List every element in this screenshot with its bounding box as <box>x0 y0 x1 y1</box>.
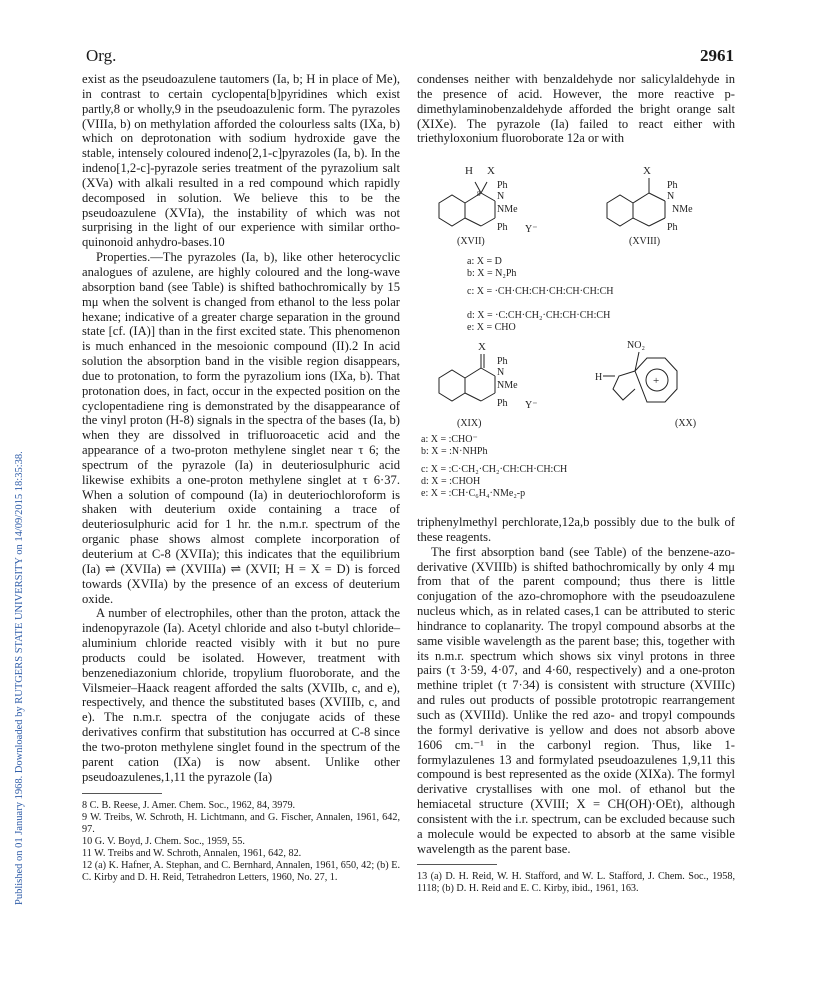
subst-a: a: X = D <box>467 256 502 267</box>
subst-a: a: X = :CHO⁻ <box>421 434 478 445</box>
footnote: 8 C. B. Reese, J. Amer. Chem. Soc., 1962, 84, 3979. <box>82 799 296 811</box>
subst-b: b: X = N₂Ph <box>467 268 517 279</box>
atom-x: X <box>487 165 495 177</box>
atom-nme: NMe <box>497 204 518 215</box>
right-column-top <box>417 72 735 146</box>
structures-svg <box>417 146 735 514</box>
atom-nme: NMe <box>672 204 693 215</box>
footnote: 12 (a) K. Hafner, A. Stephan, and C. Bernhard, Annalen, 1961, 650, 42; (b) E. C. Kirby and D. H. Reid, Tetrahedron Letters, 1960, No. 27, 1. <box>82 859 400 883</box>
atom-n: N <box>497 367 505 378</box>
subst-e: e: X = CHO <box>467 322 516 333</box>
atom-label: 8 <box>477 190 481 198</box>
footnote-rule <box>82 793 162 794</box>
benzene-ring-xvii <box>439 195 465 226</box>
journal-header: Org. <box>86 46 117 65</box>
atom-ph: Ph <box>667 180 678 191</box>
label-xviii: (XVIII) <box>629 236 661 247</box>
atom-nme: NMe <box>497 380 518 391</box>
footnote: 10 G. V. Boyd, J. Chem. Soc., 1959, 55. <box>82 835 245 847</box>
atom-ph: Ph <box>497 222 508 233</box>
benzene-ring-xix <box>439 370 465 401</box>
paragraph-electrophiles: A number of electrophiles, other than the proton, attack the indenopyrazole (Ia). Acetyl chloride and also t-butyl chloride–aluminium chloride reacted visibly with it but no pure products could be isolated. However, treatment with benzenediazonium chloride, tropylium fluoroborate, and the Vilsmeier–Haack reagent afforded the salts (XVIIb, c, and e), respectively, and thence the substituted bases (XVIIIb, c, and e). The n.m.r. spectra of the conjugate acids of these derivatives confirm that substitution has occurred at C-8 since the two-proton methylene singlet found in the spectrum of the parent cation (IXa) is now absent. Unlike other pseudoazulenes,1,11 the pyrazole (Ia) <box>82 606 400 784</box>
atom-no2: NO₂ <box>627 340 645 351</box>
subst-d: d: X = ·C:CH·CH₂·CH:CH·CH:CH <box>467 310 611 321</box>
label-xvii: (XVII) <box>457 236 485 247</box>
atom-ph: Ph <box>497 356 508 367</box>
footnote: 13 (a) D. H. Reid, W. H. Stafford, and W. L. Stafford, J. Chem. Soc., 1958, 1118; (b) D. H. Reid and E. C. Kirby, ibid., 1961, 163. <box>417 871 735 895</box>
footnote-rule <box>417 864 497 865</box>
atom-n: N <box>667 191 675 202</box>
paragraph-condenses: condenses neither with benzaldehyde nor salicylaldehyde in the presence of acid. However, the more reactive p-dimethylaminobenzaldehyde afforded the bright orange salt (XIXe). The pyrazole (Ia) failed to react either with triethyloxonium fluoroborate 12a or with <box>417 72 735 146</box>
footnote: 9 W. Treibs, W. Schroth, H. Lichtmann, and G. Fischer, Annalen, 1961, 642, 97. <box>82 811 400 835</box>
atom-n: N <box>497 191 505 202</box>
atom-ph: Ph <box>497 180 508 191</box>
atom-x: X <box>643 165 651 177</box>
atom-ph: Ph <box>497 398 508 409</box>
paragraph-tautomers: exist as the pseudoazulene tautomers (Ia, b; H in place of Me), in contrast to certain cyclopenta[b]pyridines which exist partly,8 or wholly,9 in the pseudoazulenic form. The pyrazoles (VIIIa, b) on methylation afforded the colourless salts (IXa, b) which on deprotonation with sodium hydroxide gave the stable, intensely coloured indeno[2,1-c]pyrazoles (Ia, b). In the indeno[1,2-c]-pyrazole series treatment of the pyrazolium salt (XVa) with alkali resulted in a red compound which rapidly decomposed in solution. We believe this to be the pseudoazulene (XVIa), the instability of which was not surprising in the light of our experience with similar ortho-quinonoid anhydro-bases.10 <box>82 72 400 250</box>
paragraph-properties: Properties.—The pyrazoles (Ia, b), like other heterocyclic analogues of azulene, are highly coloured and the long-wave absorption band (see Table) is shifted bathochromically by 15 mμ when the solvent is changed from ethanol to the less polar hexane; indicative of a greater charge separation in the ground state [cf. (IA)] than in the first excited state. This phenomenon is much enhanced in the mesoionic compound (II).2 In acid solution the absorption band in the visible region disappears, due to protonation, to form the pyrazolium ions (IXa, b). That protonation does, in fact, occur in the expected position on the cyclopentadiene ring is demonstrated by the disappearance of the vinyl proton (H-8) signals in the spectra of the bases (Ia, b) when they are dissolved in trifluoroacetic acid and the appearance of a two-proton methylene singlet near τ 6; the spectrum of the pyrazole (Ia) in deuteriosulphuric acid likewise exhibits a one-proton methylene singlet at τ 6·37. When a solution of compound (Ia) in deuteriochloroform is shaken with deuterium oxide containing a trace of deuteriosulphuric acid for 1 hr. the n.m.r. spectrum of the organic phase shows almost complete incorporation of deuterium at C-8 (XVIIa); this indicates that the equilibrium (Ia) ⇌ (XVIIa) ⇌ (XVIIIa) ⇌ (XVII; H = X = D) is forced towards (XVIIa) by the presence of an excess of deuterium oxide. <box>82 250 400 606</box>
subst-d: d: X = :CHOH <box>421 476 481 487</box>
structures-figure <box>417 146 735 514</box>
subst-c: c: X = ·CH·CH:CH·CH:CH·CH:CH <box>467 286 614 297</box>
label-xix: (XIX) <box>457 418 482 429</box>
download-notice-link[interactable]: Published on 01 January 1968. Downloaded by RUTGERS STATE UNIVERSITY on 14/09/2015 18:35:38. <box>14 451 25 905</box>
paragraph-absorption: The first absorption band (see Table) of the benzene-azo-derivative (XVIIIb) is shifted bathochromically by only 4 mμ from that of the parent compound; thus there is little conjugation of the azo-chromophore with the pseudoazulene nucleus which, as in related cases,1 can be attributed to steric hindrance to coplanarity. The tropyl compound absorbs at the same visible wavelength as the parent base; this, together with its n.m.r. spectrum which shows six vinyl protons in three pairs (τ 3·59, 4·07, and 4·60, respectively) and a one-proton methine triplet (τ 7·34) is consistent with structure (XVIIIc) and rules out products of possible prototropic rearrangement such as (XVIIId). Unlike the red azo- and tropyl compounds the formyl derivative is yellow and does not absorb above 1606 cm.⁻¹ in the carbonyl region. Thus, like 1-formylazulenes 13 and formylated pseudoazulenes 1,9,11 this compound is best represented as the oxide (XIXa). The formyl derivative crystallises with one mol. of ethanol but the hemiacetal structure (XVIII; X = CH(OH)·OEt), although consistent with the i.r. spectrum, can be excluded because such a molecule would be expected to absorb at the same visible wavelength as the parent base. <box>417 544 735 856</box>
footnotes-left <box>82 800 400 884</box>
atom-ph: Ph <box>667 222 678 233</box>
atom-h: H <box>595 372 603 383</box>
page-number: 2961 <box>700 46 734 65</box>
atom-h: H <box>465 165 473 177</box>
subst-b: b: X = :N·NHPh <box>421 446 488 457</box>
benzene-ring-xviii <box>607 195 633 226</box>
subst-c: c: X = :C·CH₂·CH₂·CH:CH·CH:CH <box>421 464 568 475</box>
right-column-bottom <box>417 515 735 895</box>
footnotes-right <box>417 871 735 895</box>
footnote: 11 W. Treibs and W. Schroth, Annalen, 1961, 642, 82. <box>82 847 302 859</box>
svg-text:+: + <box>653 375 660 387</box>
label-xx: (XX) <box>675 418 697 429</box>
anion-y: Y⁻ <box>525 400 538 411</box>
left-column <box>82 72 400 884</box>
paragraph-triphenylmethyl: triphenylmethyl perchlorate,12a,b possibly due to the bulk of these reagents. <box>417 515 735 544</box>
anion-y: Y⁻ <box>525 224 538 235</box>
subst-e: e: X = :CH·C₆H₄·NMe₂-p <box>421 488 526 499</box>
atom-x: X <box>478 341 486 353</box>
